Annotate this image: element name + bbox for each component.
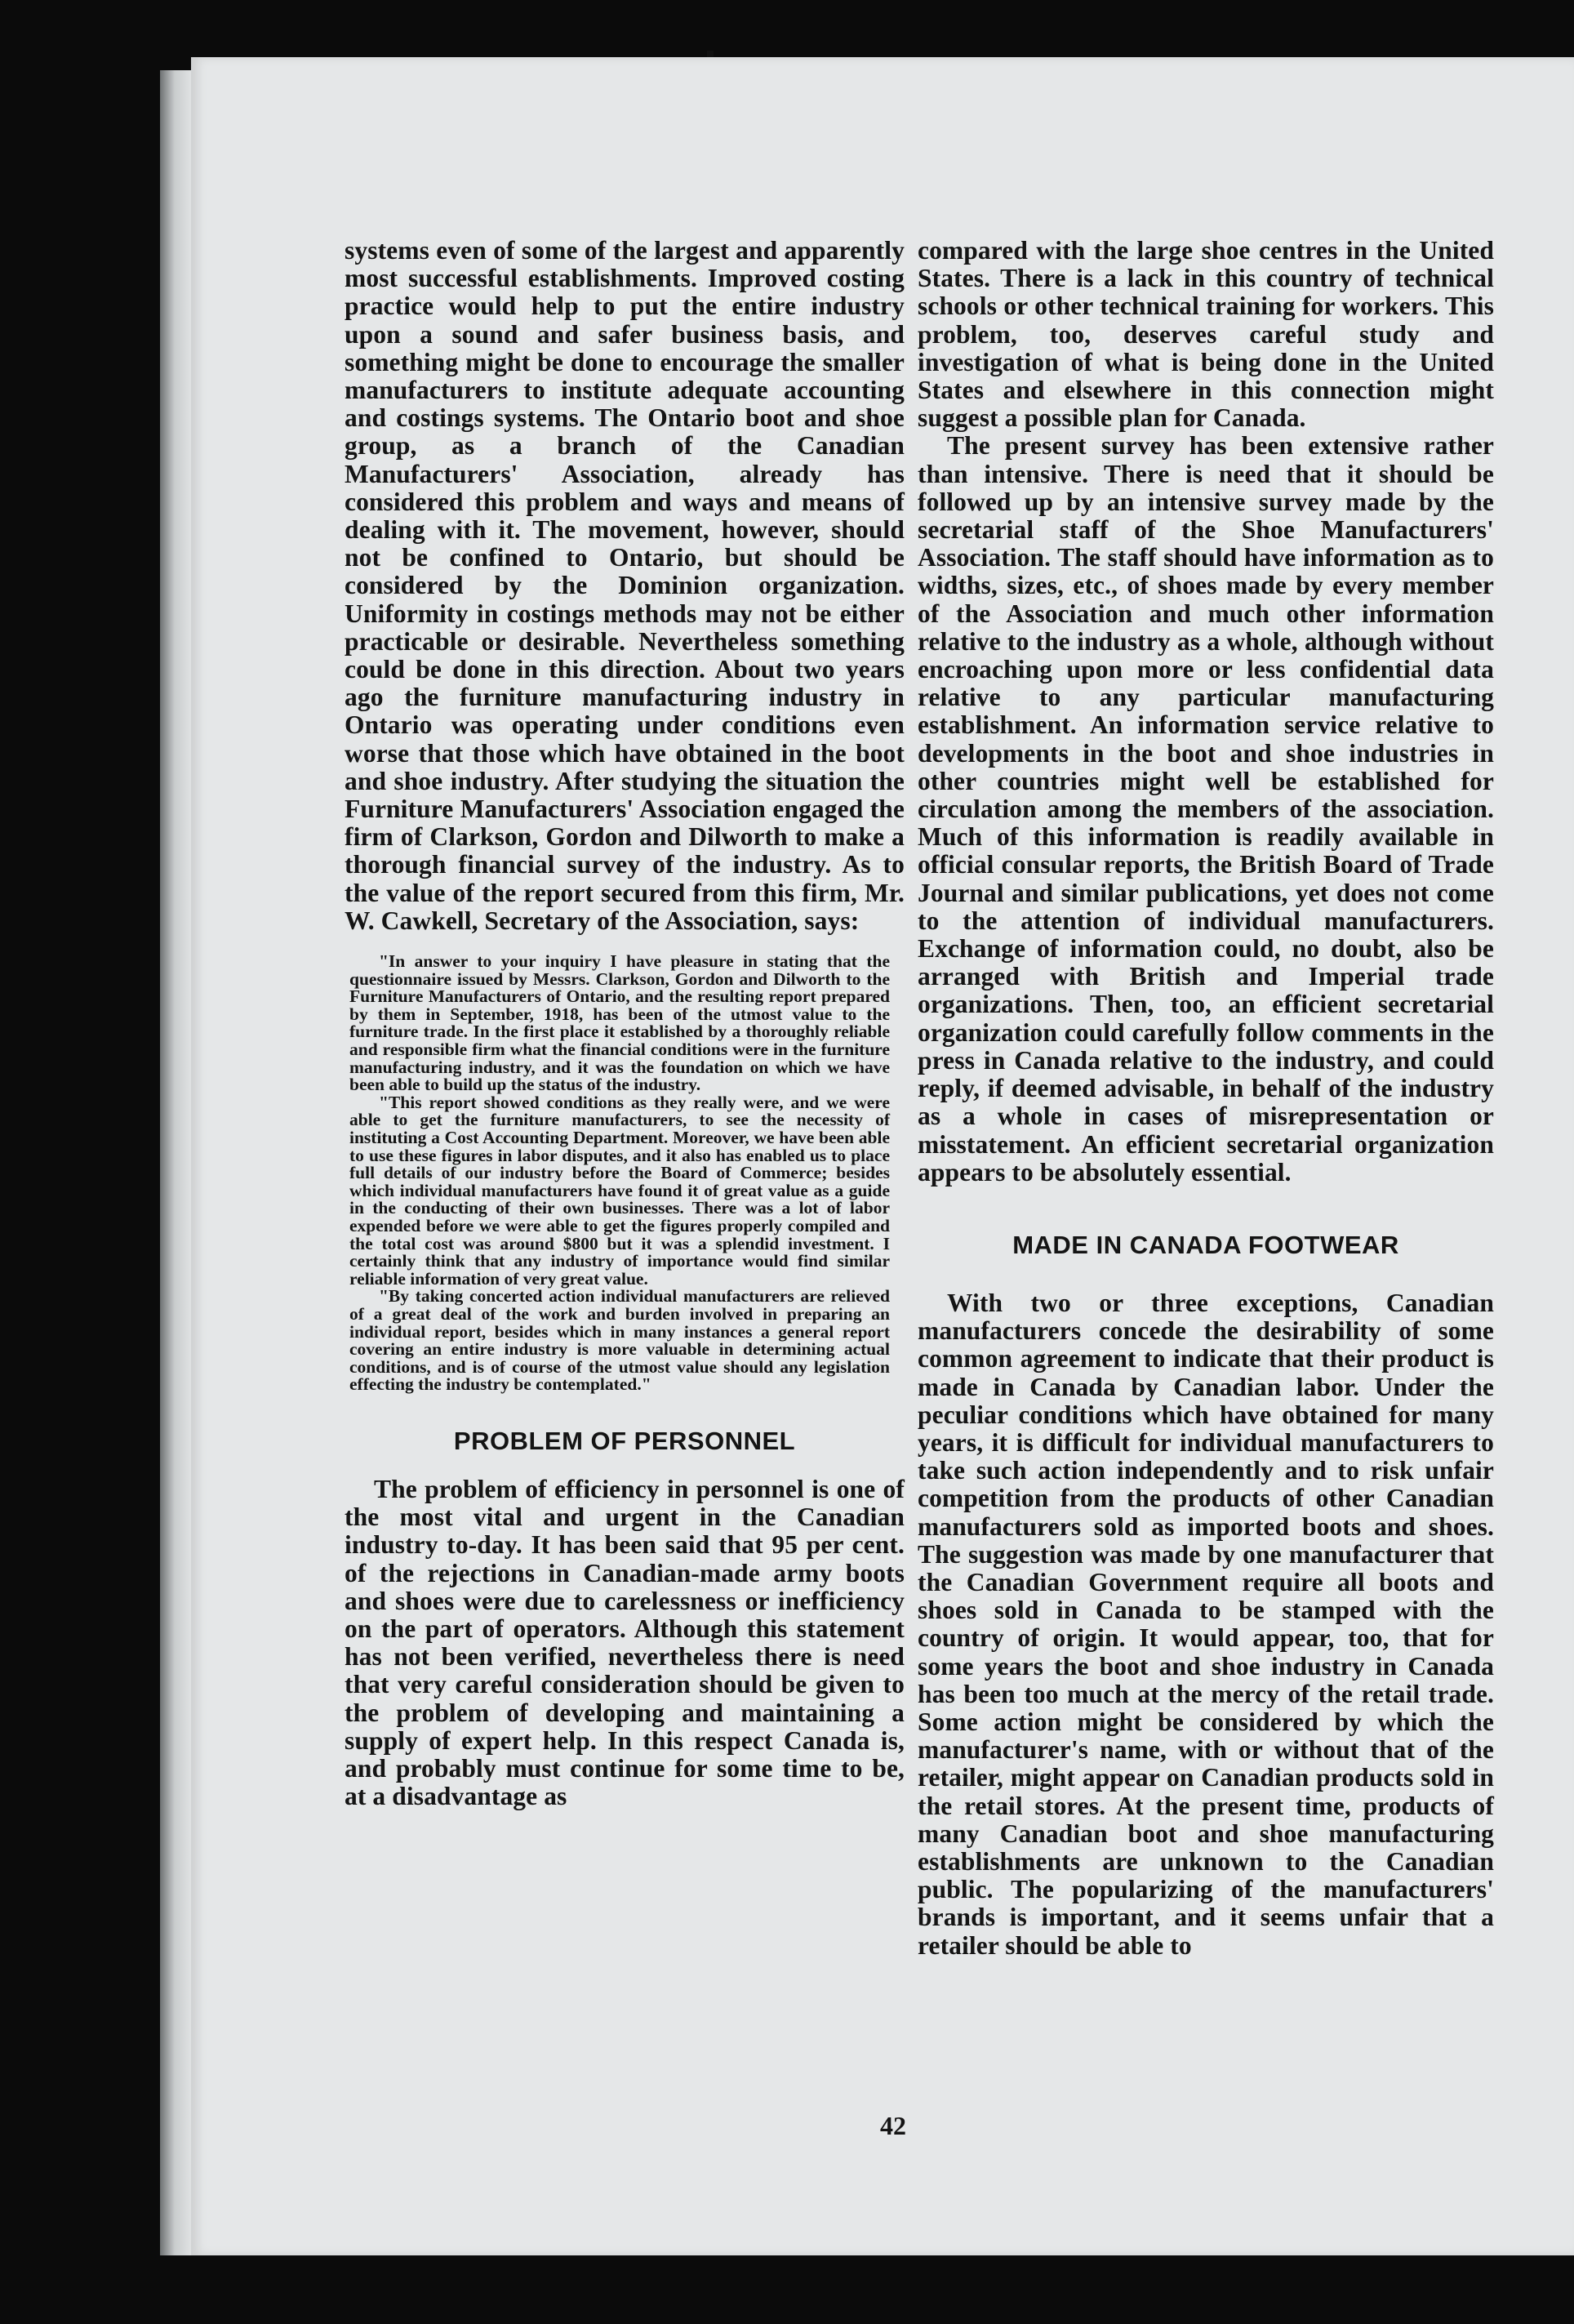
scanned-page — [191, 57, 1574, 2255]
page-number: 42 — [880, 2111, 906, 2140]
quote-paragraph: "By taking concerted action individual manufacturers are relieved of a great deal of the work and burden involved in preparing an individual report, besides which in many instances a general report covering an entire industry is more valuable in determining actual conditions, and is of course of the utmost value should any legislation effecting the industry be contemplated." — [349, 1286, 890, 1395]
section-heading: PROBLEM OF PERSONNEL — [453, 1426, 796, 1455]
body-paragraph: compared with the large shoe centres in the United States. There is a lack in this country of technical schools or other technical training for workers. This problem, too, deserves careful study and investigation of what is being done in the United States and elsewhere in this connection might suggest a possible plan for Canada. — [918, 236, 1494, 433]
body-paragraph: With two or three exceptions, Canadian manufacturers concede the desirability of some common agreement to indicate that their product is made in Canada by Canadian labor. Under the peculiar conditions which have obtained for many years, it is difficult for individual manufacturers to take such action independently and to risk unfair competition from the products of other Canadian manufacturers sold as imported boots and shoes. The suggestion was made by one manufacturer that the Canadian Government require all boots and shoes sold in Canada to be stamped with the country of origin. It would appear, too, that for some years the boot and shoe industry in Canada has been too much at the mercy of the retail trade. Some action might be considered by which the manufacturer's name, with or without that of the retailer, might appear on Canadian products sold in the retail stores. At the present time, products of many Canadian boot and shoe manufacturing establishments are unknown to the Canadian public. The popularizing of the manufacturers' brands is important, and it seems unfair that a retailer should be able to — [918, 1288, 1494, 1960]
body-paragraph: The present survey has been extensive rather than intensive. There is need that it should be followed up by an intensive survey made by the secretarial staff of the Shoe Manufacturers' Association. The staff should have information as to widths, sizes, etc., of shoes made by every member of the Association and much other information relative to the industry as a whole, although without encroaching upon more or less confidential data relative to any particular manufacturing establishment. An information service relative to developments in the boot and shoe industries in other countries might well be established for circulation among the members of the association. Much of this information is readily available in official consular reports, the British Board of Trade Journal and similar publications, yet does not come to the attention of individual manufacturers. Exchange of information could, no doubt, also be arranged with British and Imperial trade organizations. Then, too, an efficient secretarial organization could carefully follow comments in the press in Canada relative to the industry, and could reply, if deemed advisable, in behalf of the industry as a whole in cases of misrepresentation or misstatement. An efficient secretarial organization appears to be absolutely essential. — [918, 431, 1494, 1186]
quote-paragraph: "This report showed conditions as they really were, and we were able to get the furniture manufacturers, to see the necessity of instituting a Cost Accounting Department. Moreover, we have been able to use these figures in labor disputes, and it also has enabled us to place full details of our industry before the Board of Commerce; besides which individual manufacturers have found it of great value as a guide in the conducting of their own businesses. There was a lot of labor expended before we were able to get the figures properly compiled and the total cost was around $800 but it was a splendid investment. I certainly think that any industry of importance would find similar reliable information of very great value. — [349, 1092, 890, 1289]
right-column — [918, 237, 1494, 1960]
body-paragraph: systems even of some of the largest and apparently most successful establishments. Improved costing practice would help to put the entire industry upon a sound and safer business basis, and something might be done to encourage the smaller manufacturers to institute adequate accounting and costings systems. The Ontario boot and shoe group, as a branch of the Canadian Manufacturers' Association, already has considered this problem and ways and means of dealing with it. The movement, however, should not be confined to Ontario, but should be considered by the Dominion organization. Uniformity in costings methods may not be either practicable or desirable. Nevertheless something could be done in this direction. About two years ago the furniture manufacturing industry in Ontario was operating under conditions even worse that those which have obtained in the boot and shoe industry. After studying the situation the Furniture Manufacturers' Association engaged the firm of Clarkson, Gordon and Dilworth to make a thorough financial survey of the industry. As to the value of the report secured from this firm, Mr. W. Cawkell, Secretary of the Association, says: — [345, 236, 905, 935]
body-paragraph: The problem of efficiency in personnel is one of the most vital and urgent in the Canadian industry to-day. It has been said that 95 per cent. of the rejections in Canadian-made army boots and shoes were due to carelessness or inefficiency on the part of operators. Although this statement has not been verified, nevertheless there is need that very careful consideration should be given to the problem of developing and maintaining a supply of expert help. In this respect Canada is, and probably must continue for some time to be, at a disadvantage as — [345, 1474, 905, 1811]
block-quote — [349, 953, 890, 1394]
quote-paragraph: "In answer to your inquiry I have pleasure in stating that the questionnaire issued by Messrs. Clarkson, Gordon and Dilworth to the Furniture Manufacturers of Ontario, and the resulting report prepared by them in September, 1918, has been of the utmost value to the furniture trade. In the first place it established by a thoroughly reliable and responsible firm what the financial conditions were in the furniture manufacturing industry, and it was the foundation on which we have been able to build up the status of the industry. — [349, 951, 890, 1095]
left-column — [345, 237, 905, 1810]
section-heading: MADE IN CANADA FOOTWEAR — [1012, 1230, 1399, 1259]
